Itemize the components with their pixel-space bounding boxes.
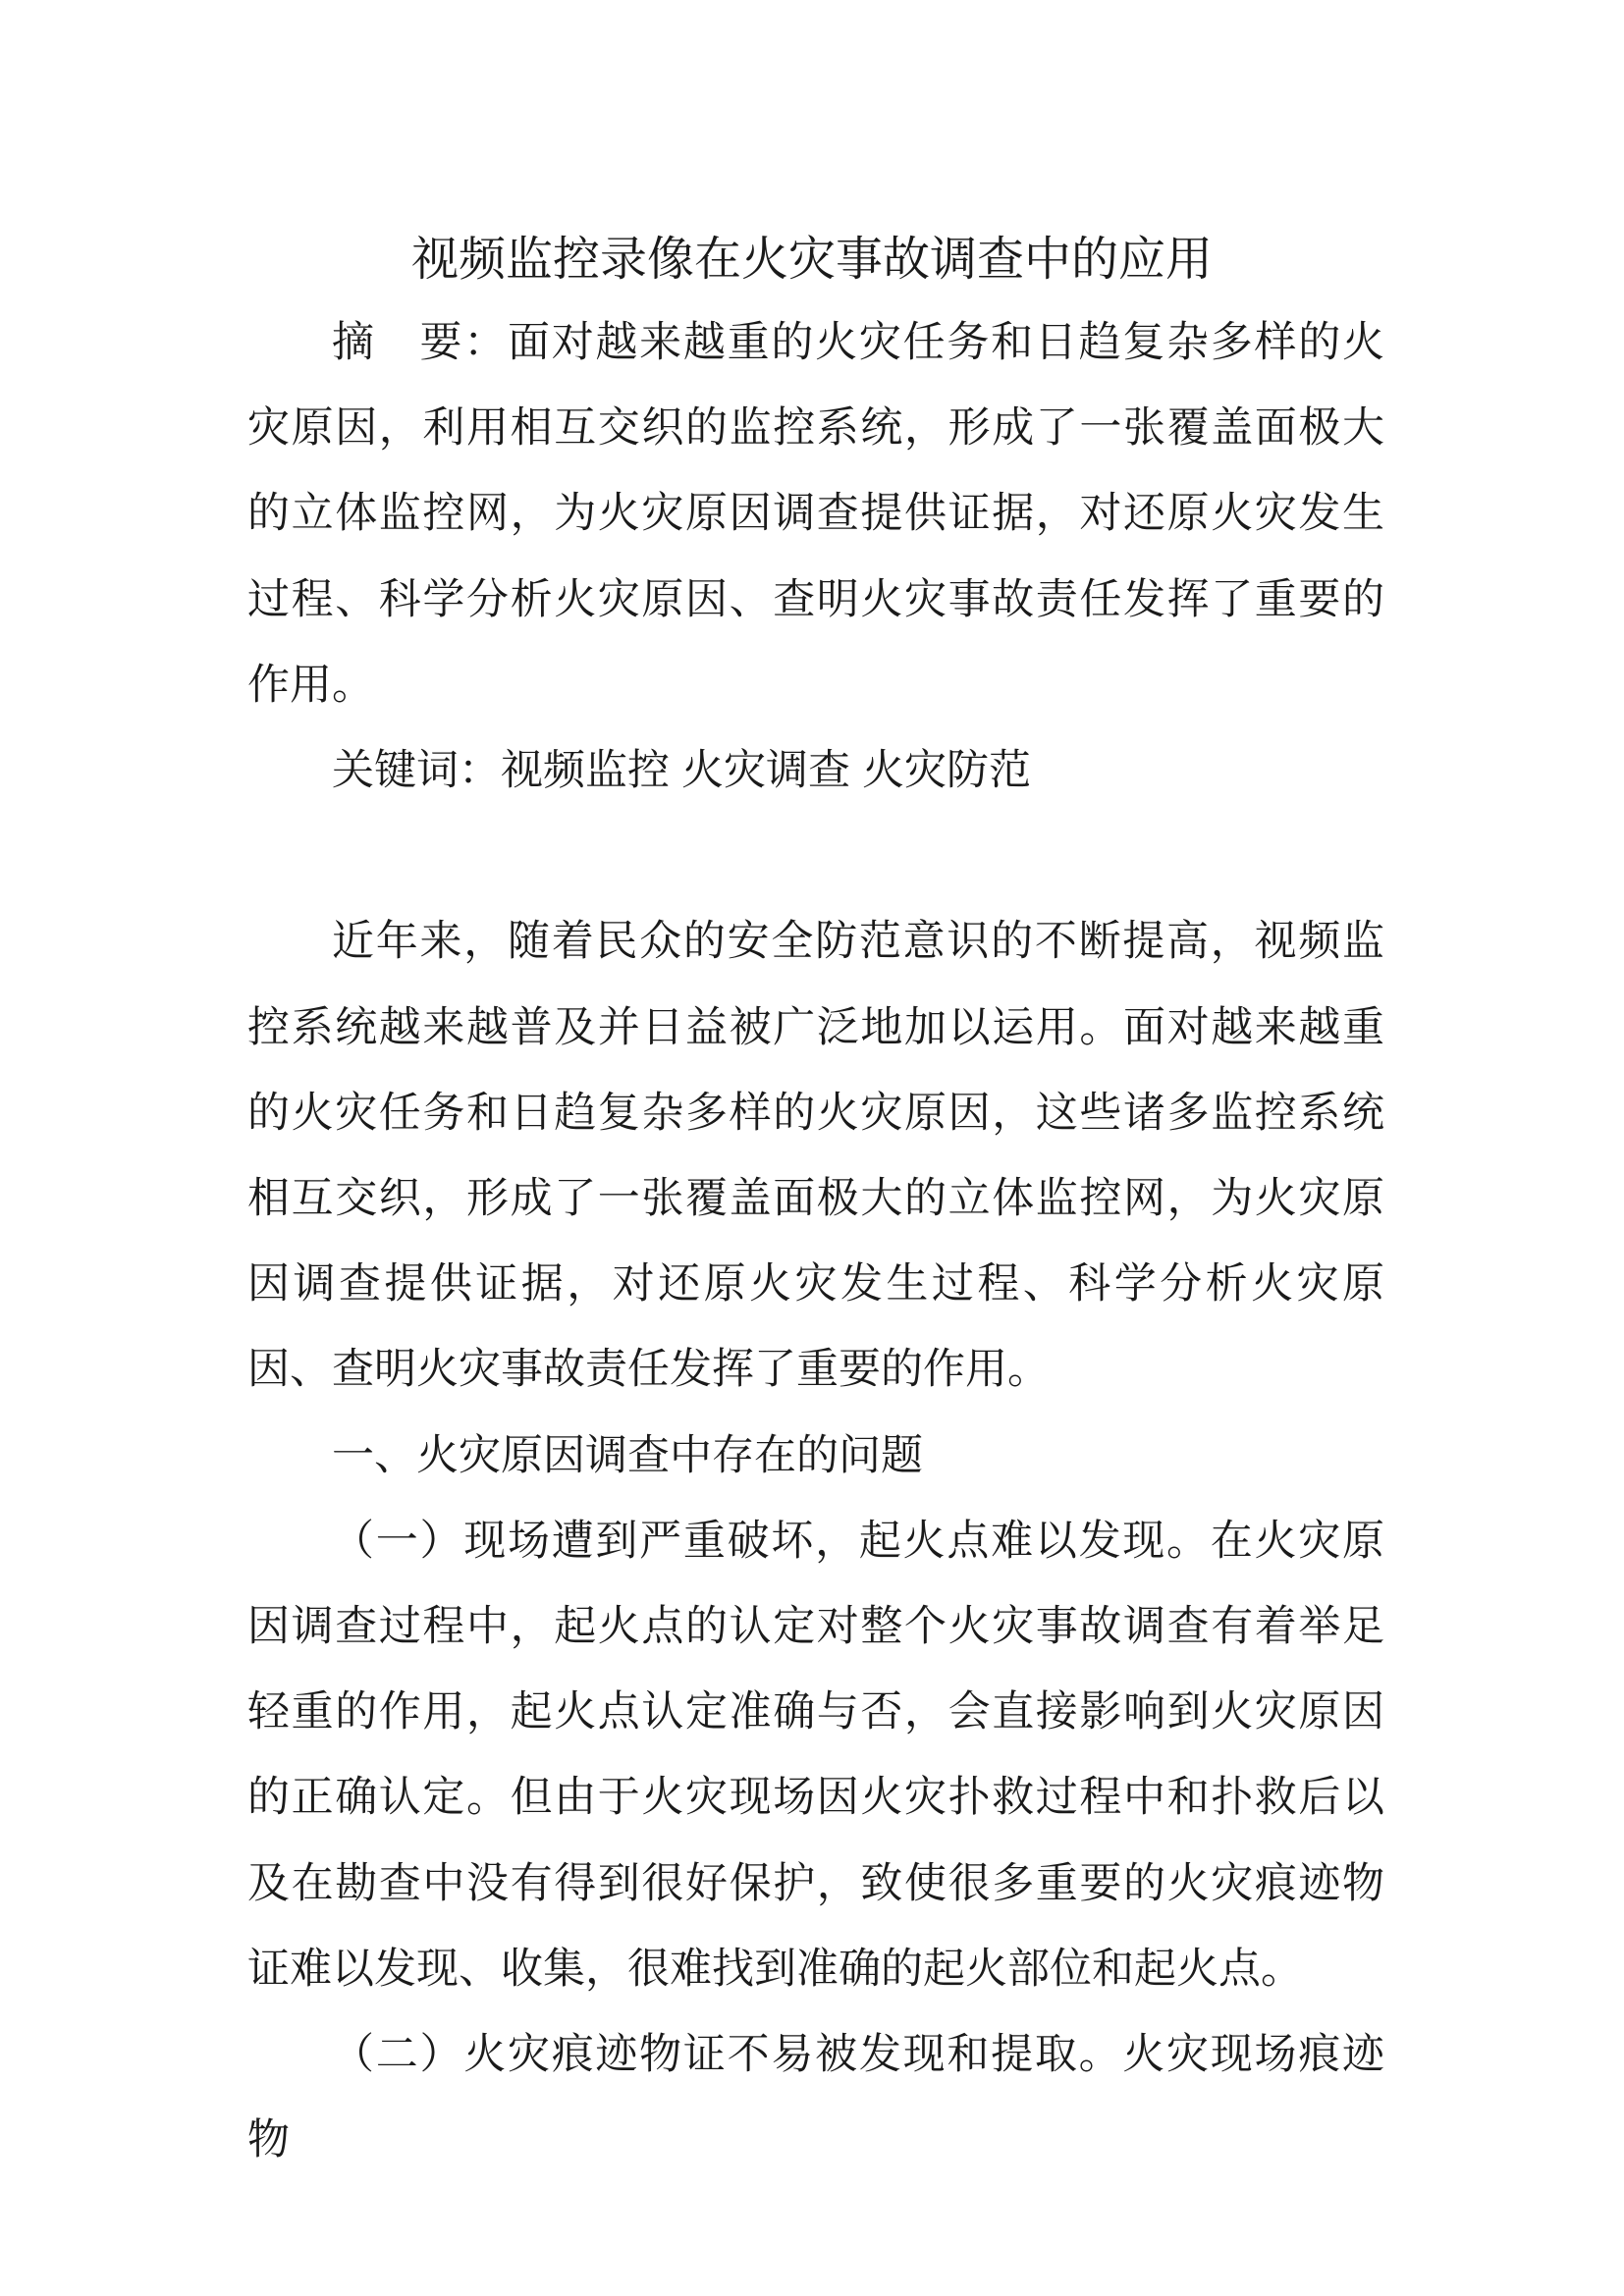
keyword-item: 火灾防范 <box>862 746 1031 796</box>
abstract-paragraph: 摘 要：面对越来越重的火灾任务和日趋复杂多样的火灾原因，利用相互交织的监控系统，形成了一张覆盖面极大的立体监控网，为火灾原因调查提供证据，对还原火灾发生过程、科学分析火灾原因、查明火灾事故责任发挥了重要的作用。 <box>247 318 1384 710</box>
intro-paragraph: 近年来，随着民众的安全防范意识的不断提高，视频监控系统越来越普及并日益被广泛地加以运用。面对越来越重的火灾任务和日趋复杂多样的火灾原因，这些诸多监控系统相互交织，形成了一张覆盖面极大的立体监控网，为火灾原因调查提供证据，对还原火灾发生过程、科学分析火灾原因、查明火灾事故责任发挥了重要的作用。 <box>247 917 1384 1395</box>
keyword-item: 视频监控 <box>501 746 670 796</box>
section-heading: 一、火灾原因调查中存在的问题 <box>332 1430 923 1480</box>
section-item-paragraph: （二）火灾痕迹物证不易被发现和提取。火灾现场痕迹物 <box>247 2030 1384 2165</box>
blank-line <box>247 814 1384 899</box>
section-item-paragraph: （一）现场遭到严重破坏，起火点难以发现。在火灾原因调查过程中，起火点的认定对整个火灾事故调查有着举足轻重的作用，起火点认定准确与否，会直接影响到火灾原因的正确认定。但由于火灾现场因火灾扑救过程中和扑救后以及在勘查中没有得到很好保护，致使很多重要的火灾痕迹物证难以发现、收集，很难找到准确的起火部位和起火点。 <box>247 1516 1384 1994</box>
keywords-label: 关键词： <box>332 746 501 796</box>
document-title: 视频监控录像在火灾事故调查中的应用 <box>410 232 1213 287</box>
keywords-line <box>247 728 1384 814</box>
keyword-item: 火灾调查 <box>681 746 850 796</box>
document-body <box>247 300 1384 2183</box>
